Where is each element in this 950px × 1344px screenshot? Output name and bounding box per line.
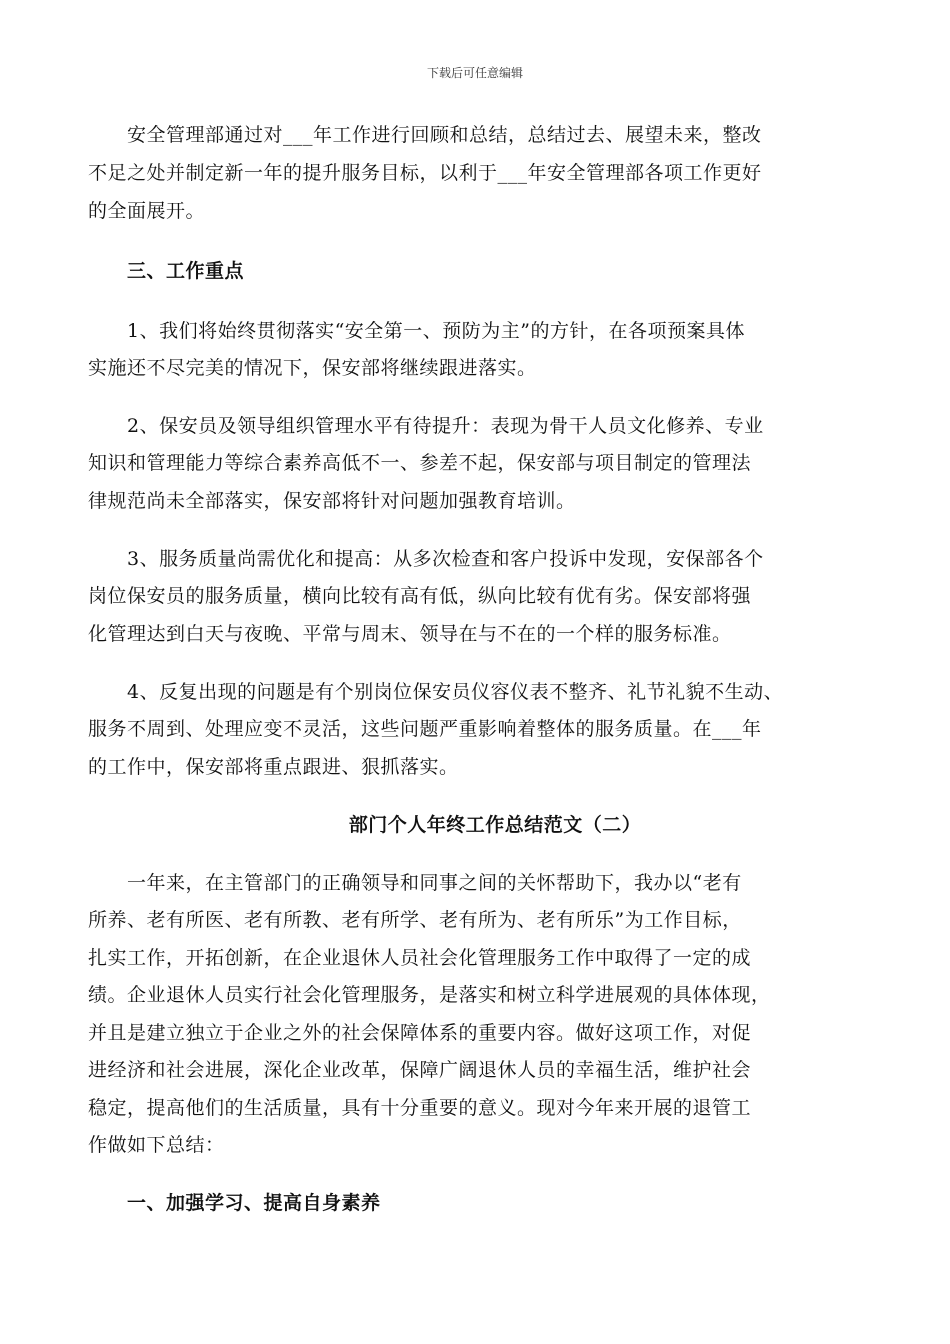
paragraph-line: 进经济和社会进展，深化企业改革，保障广阔退休人员的幸福生活，维护社会 <box>88 1059 752 1081</box>
paragraph-line: 稳定，提高他们的生活质量，具有十分重要的意义。现对今年来开展的退管工 <box>88 1097 752 1119</box>
paragraph-line: 所养、老有所医、老有所教、老有所学、老有所为、老有所乐”为工作目标， <box>88 909 742 931</box>
paragraph-line: 安全管理部通过对___年工作进行回顾和总结，总结过去、展望未来，整改 <box>88 124 762 146</box>
paragraph-line: 实施还不尽完美的情况下，保安部将继续跟进落实。 <box>88 357 537 379</box>
paragraph-line: 3、服务质量尚需优化和提高：从多次检查和客户投诉中发现，安保部各个 <box>88 548 764 570</box>
paragraph-line: 不足之处并制定新一年的提升服务目标，以利于___年安全管理部各项工作更好 <box>88 162 762 184</box>
paragraph-line: 2、保安员及领导组织管理水平有待提升：表现为骨干人员文化修养、专业 <box>88 415 764 437</box>
paragraph-line: 的全面展开。 <box>88 200 206 222</box>
paragraph-line: 化管理达到白天与夜晚、平常与周末、领导在与不在的一个样的服务标准。 <box>88 623 732 645</box>
paragraph-line: 绩。企业退休人员实行社会化管理服务，是落实和树立科学进展观的具体体现， <box>88 984 771 1006</box>
paragraph-line: 知识和管理能力等综合素养高低不一、参差不起，保安部与项目制定的管理法 <box>88 452 752 474</box>
section-heading: 三、工作重点 <box>88 260 245 282</box>
paragraph-line: 的工作中，保安部将重点跟进、狠抓落实。 <box>88 756 459 778</box>
paragraph-line: 并且是建立独立于企业之外的社会保障体系的重要内容。做好这项工作，对促 <box>88 1022 752 1044</box>
paragraph-line: 扎实工作，开拓创新，在企业退休人员社会化管理服务工作中取得了一定的成 <box>88 947 752 969</box>
paragraph-line: 1、我们将始终贯彻落实“安全第一、预防为主”的方针，在各项预案具体 <box>88 320 746 342</box>
document-subtitle: 部门个人年终工作总结范文（二） <box>348 814 642 836</box>
paragraph-line: 一年来，在主管部门的正确领导和同事之间的关怀帮助下，我办以“老有 <box>88 872 742 894</box>
paragraph-line: 作做如下总结： <box>88 1134 225 1156</box>
paragraph-line: 服务不周到、处理应变不灵活，这些问题严重影响着整体的服务质量。在___年 <box>88 718 762 740</box>
page-header: 下载后可任意编辑 <box>426 66 523 80</box>
paragraph-line: 4、反复出现的问题是有个别岗位保安员仪容仪表不整齐、礼节礼貌不生动、 <box>88 681 784 703</box>
paragraph-line: 岗位保安员的服务质量，横向比较有高有低，纵向比较有优有劣。保安部将强 <box>88 585 752 607</box>
paragraph-line: 律规范尚未全部落实，保安部将针对问题加强教育培训。 <box>88 490 576 512</box>
section-heading: 一、加强学习、提高自身素养 <box>88 1192 381 1214</box>
